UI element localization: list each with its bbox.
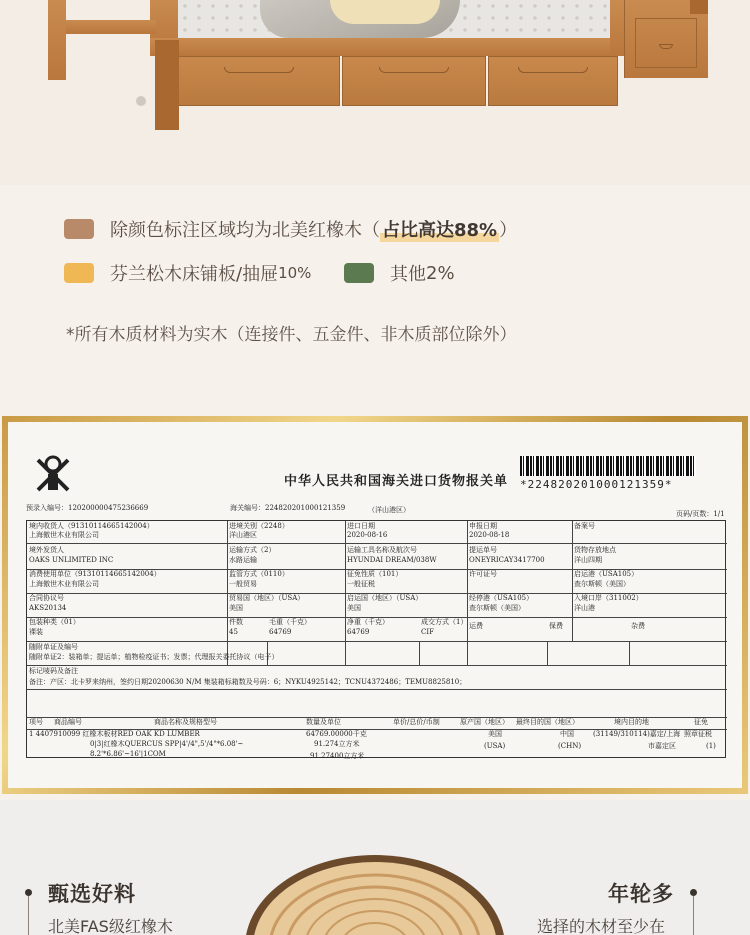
legend-label-pine: 芬兰松木床铺板/抽屉 (110, 264, 279, 285)
legend-value-pine: 10% (278, 264, 312, 282)
marks: 备注：产区：北卡罗来纳州，签约日期20200630 N/M 集装箱标箱数及号码：6；NYKU4925142；TCNU4372486；TEMU8825810； (29, 678, 467, 686)
customs-declaration (8, 422, 742, 788)
bill: ONEYRICAY3417700 (469, 556, 545, 564)
legend-label-oak: 除颜色标注区域均为北美红橡木（ (110, 220, 380, 241)
goods-line-3: 8.2'*6.86'~16'|1COM (90, 750, 166, 758)
pre-entry-no: 预录入编号：120200000475236669 (26, 504, 149, 512)
declare-date: 2020-08-18 (469, 531, 510, 539)
qty-2: 91.274立方米 (314, 740, 360, 748)
misc-label: 杂费 (631, 622, 645, 630)
transport-label: 运输方式（2） (229, 546, 276, 554)
user-label: 消费使用单位（91310114665142004） (29, 570, 161, 578)
levy-code: (1) (706, 742, 716, 750)
document-title: 中华人民共和国海关进口货物报关单 (284, 474, 509, 489)
contract: AKS20134 (29, 604, 67, 612)
bed-crossbar (66, 20, 156, 34)
depart-port: 查尔斯顿（美国） (574, 580, 630, 588)
barcode (520, 456, 696, 476)
goods-header-domestic: 境内目的地 (614, 718, 649, 726)
legend-label-other: 其他 (390, 264, 426, 285)
depart-port-label: 启运港（USA105） (574, 570, 639, 578)
left-feature-subtitle: 北美FAS级红橡木 (48, 917, 173, 935)
goods-header-origin: 原产国（地区） (460, 718, 509, 726)
bed-product-image (0, 0, 750, 185)
net-label: 净重（千克） (347, 618, 389, 626)
permit-label: 许可证号 (469, 570, 497, 578)
declare-date-label: 申报日期 (469, 522, 497, 530)
legend-value-other: 2% (426, 262, 455, 284)
deal-label: 成交方式（1） (421, 618, 468, 626)
levy: 照章征税 (684, 730, 712, 738)
legend-swatch-oak (64, 219, 94, 239)
drawer-1 (178, 56, 340, 106)
bed-leg-left (48, 0, 66, 80)
freight-label: 运费 (469, 622, 483, 630)
vessel-label: 运输工具名称及航次号 (347, 546, 417, 554)
goods-line-1: 1 4407910099 红橡木板材RED OAK KD LUMBER (29, 730, 200, 738)
pieces: 45 (229, 628, 238, 636)
left-dot-icon (25, 889, 32, 896)
origin-country-label: 启运国（地区）（USA） (347, 594, 423, 602)
shipper: OAKS UNLIMITED INC (29, 556, 114, 564)
import-customs: 洋山港区 (229, 531, 257, 539)
deal: CIF (421, 628, 434, 636)
tree-rings-image (240, 852, 510, 935)
right-dot-icon (690, 889, 697, 896)
feature-teaser (0, 800, 750, 935)
page-count: 页码/页数：1/1 (676, 510, 725, 518)
record-no-label: 备案号 (574, 522, 595, 530)
legend-suffix: ） (499, 220, 518, 241)
goods-header-levy: 征免 (694, 718, 708, 726)
caster-wheel (136, 96, 146, 106)
gross: 64769 (269, 628, 292, 636)
document-frame (2, 416, 748, 794)
legend-highlight: 占比高达88% (380, 216, 499, 242)
vessel: HYUNDAI DREAM/038W (347, 556, 437, 564)
consignee-label: 境内收货人（91310114665142004） (29, 522, 154, 530)
bed-post (155, 40, 179, 130)
goods-header-item: 项号 (29, 718, 43, 726)
import-customs-label: 进境关别（2248） (229, 522, 289, 530)
domestic-dest-2: 市嘉定区 (648, 742, 676, 750)
docs: 随附单证2：装箱单；提运单；植物检疫证书；发票；代理报关委托协议（电子） (29, 653, 279, 661)
qty-1: 64769.00000千克 (306, 730, 367, 738)
import-date-label: 进口日期 (347, 522, 375, 530)
origin-code: (USA) (484, 742, 506, 750)
user: 上海傲世木业有限公司 (29, 580, 99, 588)
legend-swatch-pine (64, 263, 94, 283)
net: 64769 (347, 628, 370, 636)
goods-line-2: 0|3|红橡木QUERCUS SPP|4'/4",5'/4"*6.08'~ (90, 740, 244, 748)
supervise: 一般贸易 (229, 580, 257, 588)
right-feature-title: 年轮多 (608, 882, 674, 906)
goods-header-qty: 数量及单位 (306, 718, 341, 726)
goods-header-price: 单价/总价/币制 (393, 718, 440, 726)
qty-3: 91.27400立方米 (310, 752, 365, 760)
trade-country-label: 贸易国（地区）（USA） (229, 594, 305, 602)
origin-country: 美国 (347, 604, 361, 612)
package: 裸装 (29, 628, 43, 636)
customs-emblem-icon (30, 450, 76, 496)
origin: 美国 (488, 730, 502, 738)
via-port: 查尔斯顿（美国） (469, 604, 525, 612)
storage: 洋山四期 (574, 556, 602, 564)
gross-label: 毛重（千克） (269, 618, 311, 626)
pieces-label: 件数 (229, 618, 243, 626)
drawer-3 (488, 56, 618, 106)
port-name: （洋山港区） (368, 506, 410, 514)
legend-item-oak (64, 216, 517, 242)
material-note: *所有木质材料为实木（连接件、五金件、非木质部位除外） (66, 325, 517, 345)
entry-port: 洋山港 (574, 604, 595, 612)
customs-no: 海关编号：224820201000121359 (230, 504, 346, 512)
import-date: 2020-08-16 (347, 531, 388, 539)
left-feature-title: 甄选好料 (48, 882, 136, 906)
drawer-2 (342, 56, 486, 106)
bill-label: 提运单号 (469, 546, 497, 554)
barcode-number: *224820201000121359* (520, 478, 673, 491)
legend-item-pine (64, 260, 311, 286)
dest-code: (CHN) (558, 742, 582, 750)
legend-item-other (344, 260, 455, 286)
bed-rail (150, 38, 630, 56)
supervise-label: 监管方式（0110） (229, 570, 289, 578)
tax: 一般征税 (347, 580, 375, 588)
transport: 水路运输 (229, 556, 257, 564)
goods-header-code: 商品编号 (54, 718, 82, 726)
goods-header-dest: 最终目的国（地区） (516, 718, 579, 726)
pillow (330, 0, 440, 24)
dest: 中国 (560, 730, 574, 738)
domestic-dest: (31149/310114)嘉定/上海 (593, 730, 681, 738)
entry-port-label: 入境口岸（311002） (574, 594, 643, 602)
contract-label: 合同协议号 (29, 594, 64, 602)
via-port-label: 经停港（USA105） (469, 594, 534, 602)
storage-label: 货物存放地点 (574, 546, 616, 554)
insurance-label: 保费 (549, 622, 563, 630)
right-feature-subtitle: 选择的木材至少在 (537, 917, 666, 935)
goods-header-name: 商品名称及规格型号 (154, 718, 217, 726)
marks-label: 标记唛码及备注 (29, 667, 78, 675)
consignee: 上海傲世木业有限公司 (29, 531, 99, 539)
tax-label: 征免性质（101） (347, 570, 403, 578)
package-label: 包装种类（01） (29, 618, 80, 626)
legend-swatch-other (344, 263, 374, 283)
docs-label: 随附单证及编号 (29, 643, 78, 651)
shipper-label: 境外发货人 (29, 546, 64, 554)
trade-country: 美国 (229, 604, 243, 612)
stair-step (690, 0, 708, 14)
